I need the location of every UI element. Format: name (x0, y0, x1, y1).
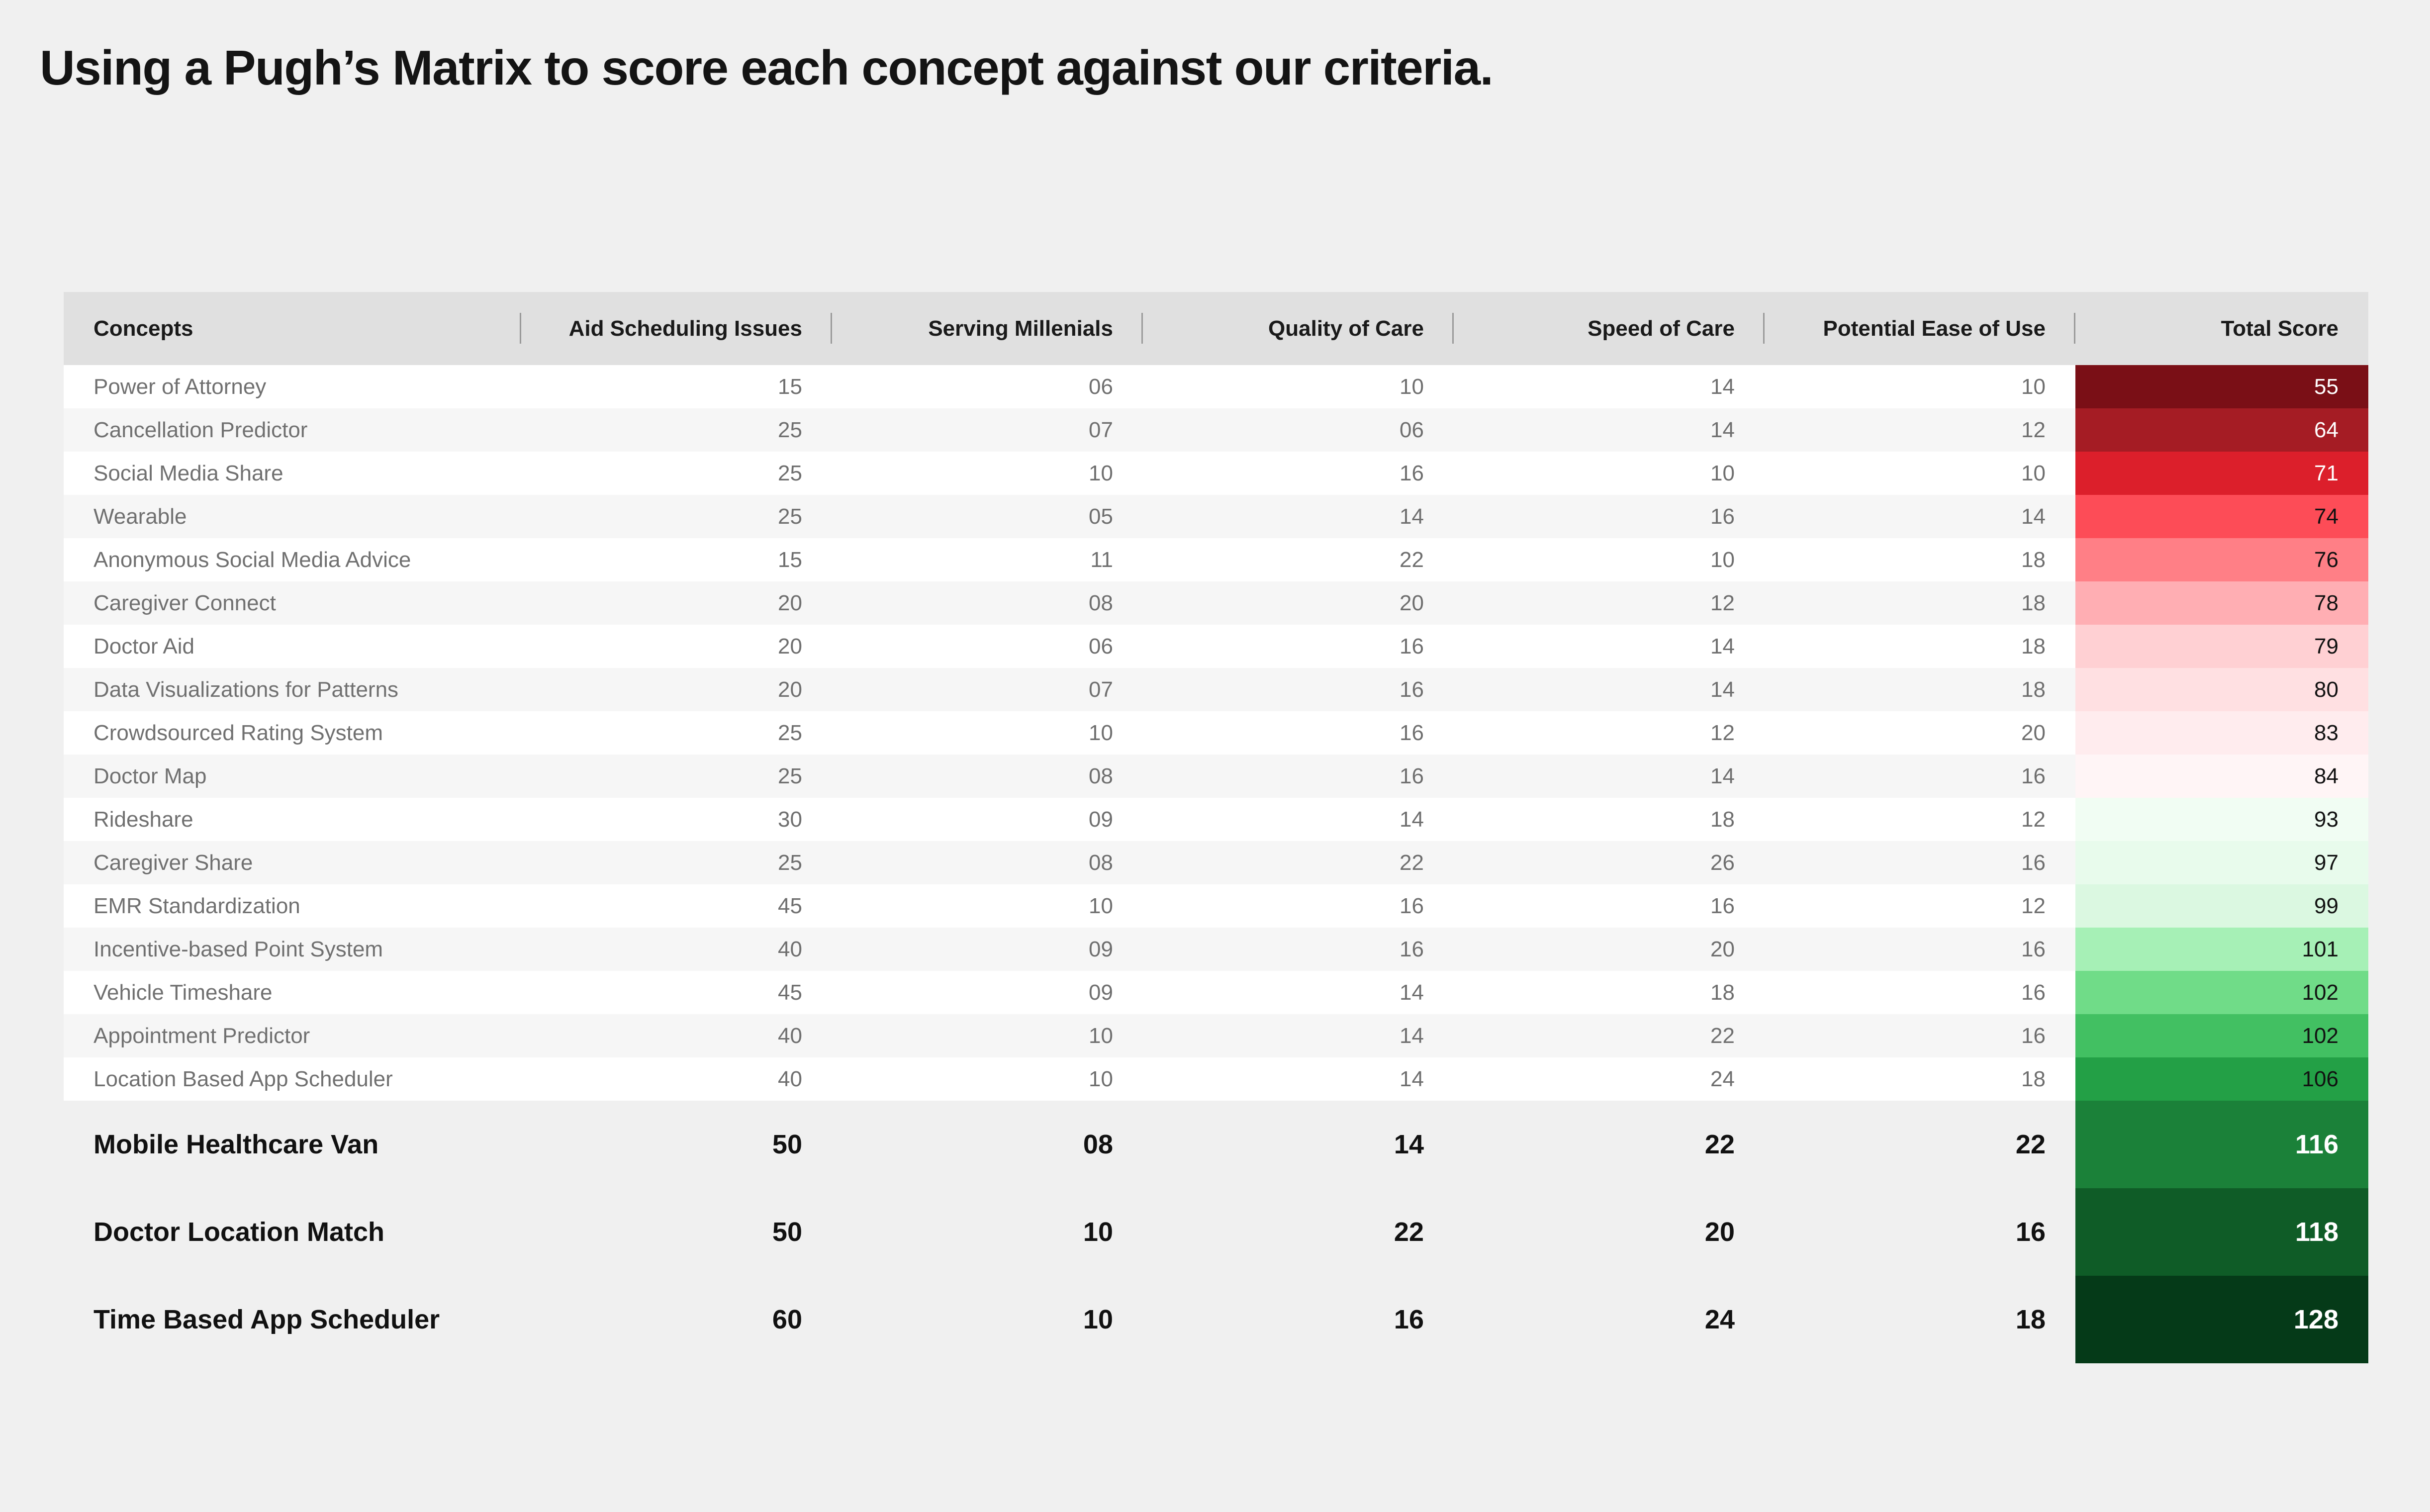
table-body (64, 365, 2368, 1363)
concept-name-cell: Doctor Aid (93, 634, 194, 659)
score-cell-aid-scheduling-issues: 50 (772, 1130, 802, 1159)
total-score-cell: 102 (2075, 1014, 2368, 1057)
concept-name-cell: Data Visualizations for Patterns (93, 677, 399, 702)
score-cell-quality-of-care: 16 (1400, 763, 1424, 788)
score-cell-speed-of-care: 18 (1710, 980, 1735, 1005)
column-header-speed-of-care: Speed of Care (1454, 292, 1765, 365)
total-score-cell: 97 (2075, 841, 2368, 884)
table-row (64, 581, 2368, 625)
score-cell-quality-of-care: 16 (1400, 720, 1424, 745)
score-cell-potential-ease-of-use: 18 (2021, 634, 2046, 659)
score-cell-quality-of-care: 14 (1400, 504, 1424, 529)
score-cell-serving-millenials: 11 (1090, 547, 1113, 572)
concept-name-cell: Caregiver Connect (93, 590, 276, 615)
score-cell-aid-scheduling-issues: 20 (778, 677, 802, 702)
score-cell-serving-millenials: 06 (1089, 374, 1113, 399)
score-cell-speed-of-care: 14 (1710, 417, 1735, 442)
score-cell-quality-of-care: 20 (1400, 590, 1424, 615)
score-cell-aid-scheduling-issues: 15 (778, 547, 802, 572)
score-cell-speed-of-care: 12 (1710, 720, 1735, 745)
score-cell-quality-of-care: 16 (1400, 893, 1424, 918)
score-cell-serving-millenials: 06 (1089, 634, 1113, 659)
concept-name-cell: Appointment Predictor (93, 1023, 310, 1048)
score-cell-aid-scheduling-issues: 50 (772, 1217, 802, 1247)
score-cell-serving-millenials: 10 (1089, 893, 1113, 918)
score-cell-speed-of-care: 22 (1704, 1130, 1735, 1159)
total-score-cell: 64 (2075, 408, 2368, 452)
score-cell-serving-millenials: 10 (1089, 720, 1113, 745)
score-cell-aid-scheduling-issues: 45 (778, 893, 802, 918)
concept-name-cell: Caregiver Share (93, 850, 253, 875)
score-cell-serving-millenials: 09 (1089, 980, 1113, 1005)
score-cell-aid-scheduling-issues: 40 (778, 937, 802, 961)
score-cell-speed-of-care: 26 (1710, 850, 1735, 875)
concept-name-cell: Rideshare (93, 807, 193, 832)
table-row (64, 495, 2368, 538)
score-cell-speed-of-care: 12 (1710, 590, 1735, 615)
score-cell-quality-of-care: 06 (1400, 417, 1424, 442)
score-cell-serving-millenials: 07 (1089, 417, 1113, 442)
table-row (64, 755, 2368, 798)
concept-name-cell: Doctor Map (93, 763, 207, 788)
table-row (64, 798, 2368, 841)
score-cell-potential-ease-of-use: 20 (2021, 720, 2046, 745)
score-cell-aid-scheduling-issues: 40 (778, 1066, 802, 1091)
score-cell-aid-scheduling-issues: 60 (772, 1305, 802, 1334)
score-cell-aid-scheduling-issues: 20 (778, 634, 802, 659)
score-cell-potential-ease-of-use: 18 (2021, 1066, 2046, 1091)
score-cell-speed-of-care: 16 (1710, 893, 1735, 918)
score-cell-speed-of-care: 20 (1704, 1217, 1735, 1247)
total-score-cell: 84 (2075, 755, 2368, 798)
table-row (64, 884, 2368, 928)
score-cell-potential-ease-of-use: 12 (2021, 807, 2046, 832)
concept-name-cell: Wearable (93, 504, 187, 529)
total-score-cell: 99 (2075, 884, 2368, 928)
score-cell-speed-of-care: 14 (1710, 677, 1735, 702)
total-score-cell: 71 (2075, 452, 2368, 495)
score-cell-serving-millenials: 10 (1089, 461, 1113, 485)
total-score-cell: 55 (2075, 365, 2368, 408)
table-row (64, 1101, 2368, 1188)
page-title: Using a Pugh’s Matrix to score each concept against our criteria. (40, 40, 1493, 95)
score-cell-aid-scheduling-issues: 25 (778, 763, 802, 788)
concept-name-cell: Doctor Location Match (93, 1217, 385, 1247)
total-score-cell: 102 (2075, 971, 2368, 1014)
score-cell-quality-of-care: 16 (1400, 634, 1424, 659)
score-cell-potential-ease-of-use: 16 (2021, 937, 2046, 961)
column-header-serving-millenials: Serving Millenials (832, 292, 1143, 365)
total-score-cell: 93 (2075, 798, 2368, 841)
table-row (64, 928, 2368, 971)
concept-name-cell: Mobile Healthcare Van (93, 1130, 379, 1159)
score-cell-aid-scheduling-issues: 20 (778, 590, 802, 615)
score-cell-quality-of-care: 14 (1394, 1130, 1424, 1159)
score-cell-serving-millenials: 05 (1089, 504, 1113, 529)
score-cell-quality-of-care: 14 (1400, 980, 1424, 1005)
score-cell-potential-ease-of-use: 18 (2021, 547, 2046, 572)
score-cell-potential-ease-of-use: 22 (2015, 1130, 2046, 1159)
score-cell-quality-of-care: 14 (1400, 1066, 1424, 1091)
score-cell-aid-scheduling-issues: 25 (778, 720, 802, 745)
total-score-cell: 80 (2075, 668, 2368, 711)
score-cell-potential-ease-of-use: 14 (2021, 504, 2046, 529)
score-cell-serving-millenials: 10 (1083, 1217, 1113, 1247)
score-cell-serving-millenials: 10 (1089, 1066, 1113, 1091)
table-row (64, 1188, 2368, 1276)
table-row (64, 1276, 2368, 1363)
score-cell-aid-scheduling-issues: 25 (778, 461, 802, 485)
total-score-cell: 128 (2075, 1276, 2368, 1363)
score-cell-quality-of-care: 16 (1394, 1305, 1424, 1334)
score-cell-aid-scheduling-issues: 25 (778, 504, 802, 529)
score-cell-potential-ease-of-use: 16 (2021, 980, 2046, 1005)
score-cell-quality-of-care: 14 (1400, 807, 1424, 832)
column-header-concepts: Concepts (64, 292, 521, 365)
score-cell-potential-ease-of-use: 12 (2021, 893, 2046, 918)
score-cell-quality-of-care: 16 (1400, 461, 1424, 485)
score-cell-quality-of-care: 22 (1394, 1217, 1424, 1247)
concept-name-cell: Vehicle Timeshare (93, 980, 273, 1005)
score-cell-quality-of-care: 10 (1400, 374, 1424, 399)
score-cell-quality-of-care: 16 (1400, 937, 1424, 961)
table-row (64, 1014, 2368, 1057)
total-score-cell: 76 (2075, 538, 2368, 581)
score-cell-quality-of-care: 22 (1400, 547, 1424, 572)
score-cell-speed-of-care: 14 (1710, 763, 1735, 788)
concept-name-cell: EMR Standardization (93, 893, 300, 918)
concept-name-cell: Incentive-based Point System (93, 937, 383, 961)
total-score-cell: 106 (2075, 1057, 2368, 1101)
score-cell-serving-millenials: 08 (1083, 1130, 1113, 1159)
score-cell-potential-ease-of-use: 16 (2015, 1217, 2046, 1247)
table-row (64, 971, 2368, 1014)
score-cell-speed-of-care: 16 (1710, 504, 1735, 529)
score-cell-speed-of-care: 20 (1710, 937, 1735, 961)
score-cell-speed-of-care: 10 (1710, 461, 1735, 485)
total-score-cell: 83 (2075, 711, 2368, 755)
table-row (64, 841, 2368, 884)
total-score-cell: 101 (2075, 928, 2368, 971)
column-header-total-score: Total Score (2221, 316, 2338, 341)
table-row (64, 452, 2368, 495)
table-row (64, 668, 2368, 711)
column-header-quality-of-care: Quality of Care (1143, 292, 1454, 365)
score-cell-potential-ease-of-use: 16 (2021, 850, 2046, 875)
concept-name-cell: Power of Attorney (93, 374, 267, 399)
column-header-aid-scheduling-issues: Aid Scheduling Issues (521, 292, 832, 365)
score-cell-serving-millenials: 08 (1089, 590, 1113, 615)
table-row (64, 711, 2368, 755)
table-row (64, 538, 2368, 581)
score-cell-potential-ease-of-use: 18 (2021, 590, 2046, 615)
total-score-cell: 78 (2075, 581, 2368, 625)
concept-name-cell: Social Media Share (93, 461, 283, 485)
score-cell-aid-scheduling-issues: 25 (778, 850, 802, 875)
score-cell-potential-ease-of-use: 18 (2021, 677, 2046, 702)
score-cell-serving-millenials: 08 (1089, 850, 1113, 875)
table-header (64, 292, 2368, 365)
score-cell-speed-of-care: 24 (1704, 1305, 1735, 1334)
table-row (64, 365, 2368, 408)
score-cell-potential-ease-of-use: 10 (2021, 374, 2046, 399)
score-cell-serving-millenials: 09 (1089, 807, 1113, 832)
concept-name-cell: Cancellation Predictor (93, 417, 308, 442)
score-cell-aid-scheduling-issues: 40 (778, 1023, 802, 1048)
score-cell-serving-millenials: 10 (1089, 1023, 1113, 1048)
score-cell-speed-of-care: 10 (1710, 547, 1735, 572)
total-score-cell: 116 (2075, 1101, 2368, 1188)
score-cell-aid-scheduling-issues: 30 (778, 807, 802, 832)
total-score-cell: 79 (2075, 625, 2368, 668)
score-cell-serving-millenials: 08 (1089, 763, 1113, 788)
score-cell-potential-ease-of-use: 10 (2021, 461, 2046, 485)
score-cell-speed-of-care: 22 (1710, 1023, 1735, 1048)
score-cell-speed-of-care: 18 (1710, 807, 1735, 832)
score-cell-quality-of-care: 16 (1400, 677, 1424, 702)
score-cell-serving-millenials: 10 (1083, 1305, 1113, 1334)
score-cell-aid-scheduling-issues: 45 (778, 980, 802, 1005)
score-cell-speed-of-care: 14 (1710, 374, 1735, 399)
table-row (64, 408, 2368, 452)
score-cell-aid-scheduling-issues: 25 (778, 417, 802, 442)
score-cell-potential-ease-of-use: 16 (2021, 1023, 2046, 1048)
score-cell-aid-scheduling-issues: 15 (778, 374, 802, 399)
concept-name-cell: Time Based App Scheduler (93, 1305, 440, 1334)
score-cell-quality-of-care: 22 (1400, 850, 1424, 875)
total-score-cell: 118 (2075, 1188, 2368, 1276)
score-cell-potential-ease-of-use: 16 (2021, 763, 2046, 788)
score-cell-speed-of-care: 14 (1710, 634, 1735, 659)
pugh-matrix-table (64, 292, 2368, 1363)
concept-name-cell: Anonymous Social Media Advice (93, 547, 411, 572)
total-score-cell: 74 (2075, 495, 2368, 538)
score-cell-serving-millenials: 07 (1089, 677, 1113, 702)
table-row (64, 1057, 2368, 1101)
score-cell-potential-ease-of-use: 12 (2021, 417, 2046, 442)
concept-name-cell: Crowdsourced Rating System (93, 720, 383, 745)
concept-name-cell: Location Based App Scheduler (93, 1066, 393, 1091)
column-header-potential-ease-of-use: Potential Ease of Use (1765, 292, 2075, 365)
table-row (64, 625, 2368, 668)
score-cell-quality-of-care: 14 (1400, 1023, 1424, 1048)
score-cell-potential-ease-of-use: 18 (2015, 1305, 2046, 1334)
score-cell-speed-of-care: 24 (1710, 1066, 1735, 1091)
score-cell-serving-millenials: 09 (1089, 937, 1113, 961)
